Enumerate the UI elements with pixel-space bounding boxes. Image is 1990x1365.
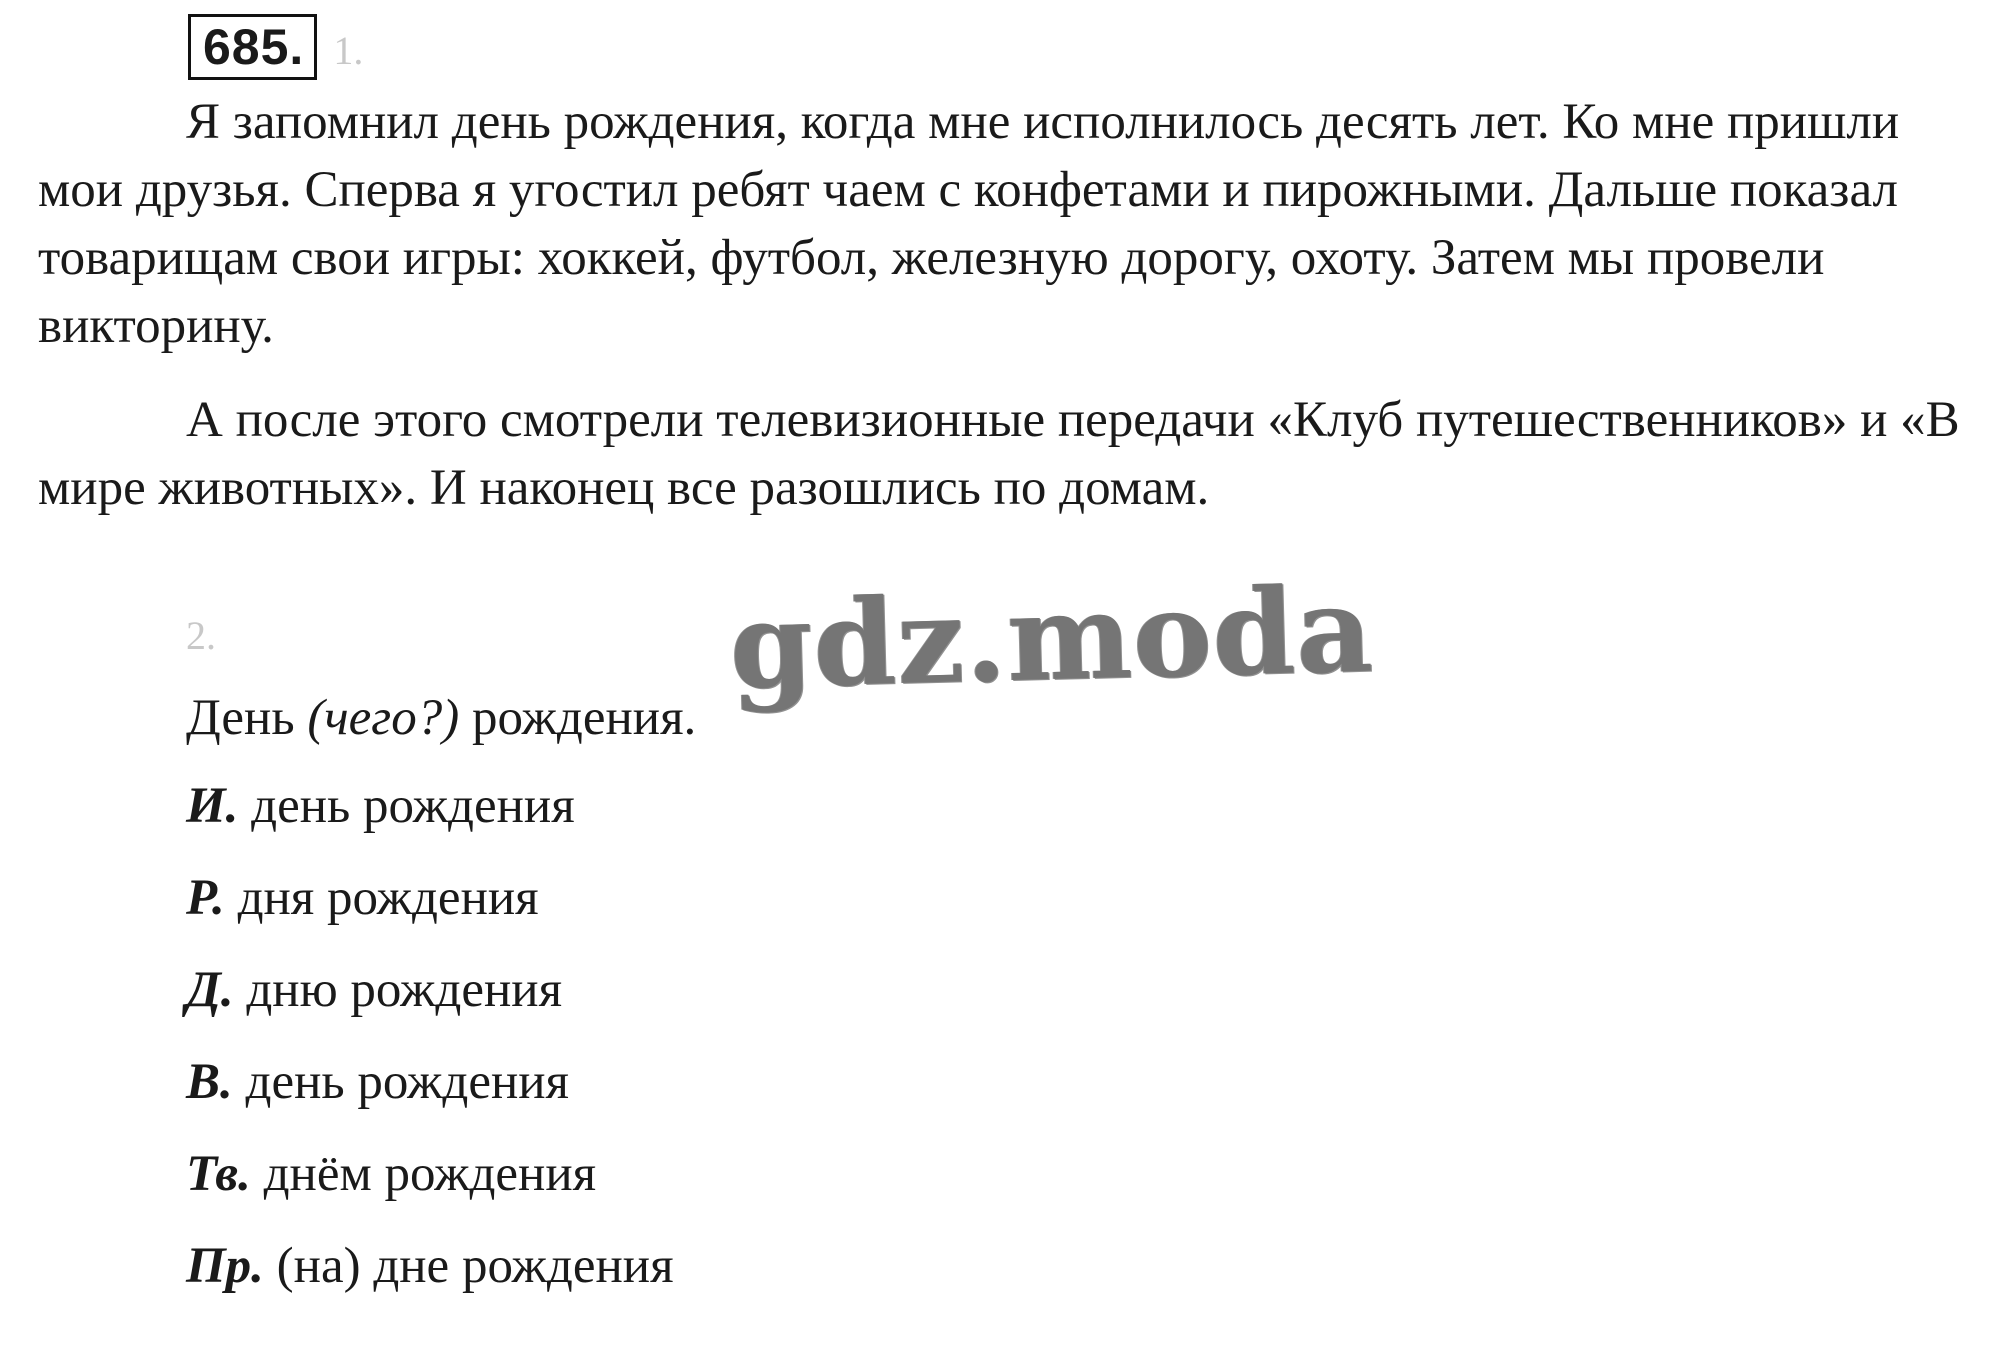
case-abbr: Тв. [186,1146,251,1202]
case-abbr: Д. [186,962,234,1018]
task-number-box: 685. [188,14,317,80]
paragraph-1-text: Я запомнил день рождения, когда мне исполнилось десять лет. Ко мне пришли мои друзья. Сперва я угостил ребят чаем с конфетами и пирожными. Дальше показал товарищам свои игры: хоккей, футбол, железную дорогу, охоту. Затем мы провели викторину. [38,94,1900,354]
case-abbr: В. [186,1054,233,1110]
part-1-marker: 1. [333,28,364,73]
case-form: днём рождения [263,1146,597,1202]
case-abbr: Р. [186,870,225,926]
case-form: дня рождения [237,870,539,926]
paragraph-1 [38,88,1968,360]
question-hint: (чего?) [307,690,460,746]
case-form: (на) дне рождения [276,1238,674,1294]
question-dependent: рождения. [471,690,697,746]
paragraph-2 [38,386,1968,522]
case-form: день рождения [251,778,575,834]
case-abbr: И. [186,778,239,834]
task-header [188,14,363,80]
case-row-instrumental [186,1140,596,1208]
question-word: День [186,690,295,746]
case-abbr: Пр. [186,1238,264,1294]
case-form: дню рождения [246,962,563,1018]
case-form: день рождения [245,1054,570,1110]
case-row-dative [186,956,562,1024]
part-2-marker: 2. [186,613,216,658]
case-row-nominative [186,772,575,840]
case-row-prepositional [186,1232,674,1300]
question-line [186,684,696,752]
case-row-accusative [186,1048,569,1116]
paragraph-2-text: А после этого смотрели телевизионные передачи «Клуб путешественников» и «В мире животных». И наконец все разошлись по домам. [38,392,1960,516]
case-row-genitive [186,864,539,932]
watermark-logo: gdz.moda [728,559,1376,716]
